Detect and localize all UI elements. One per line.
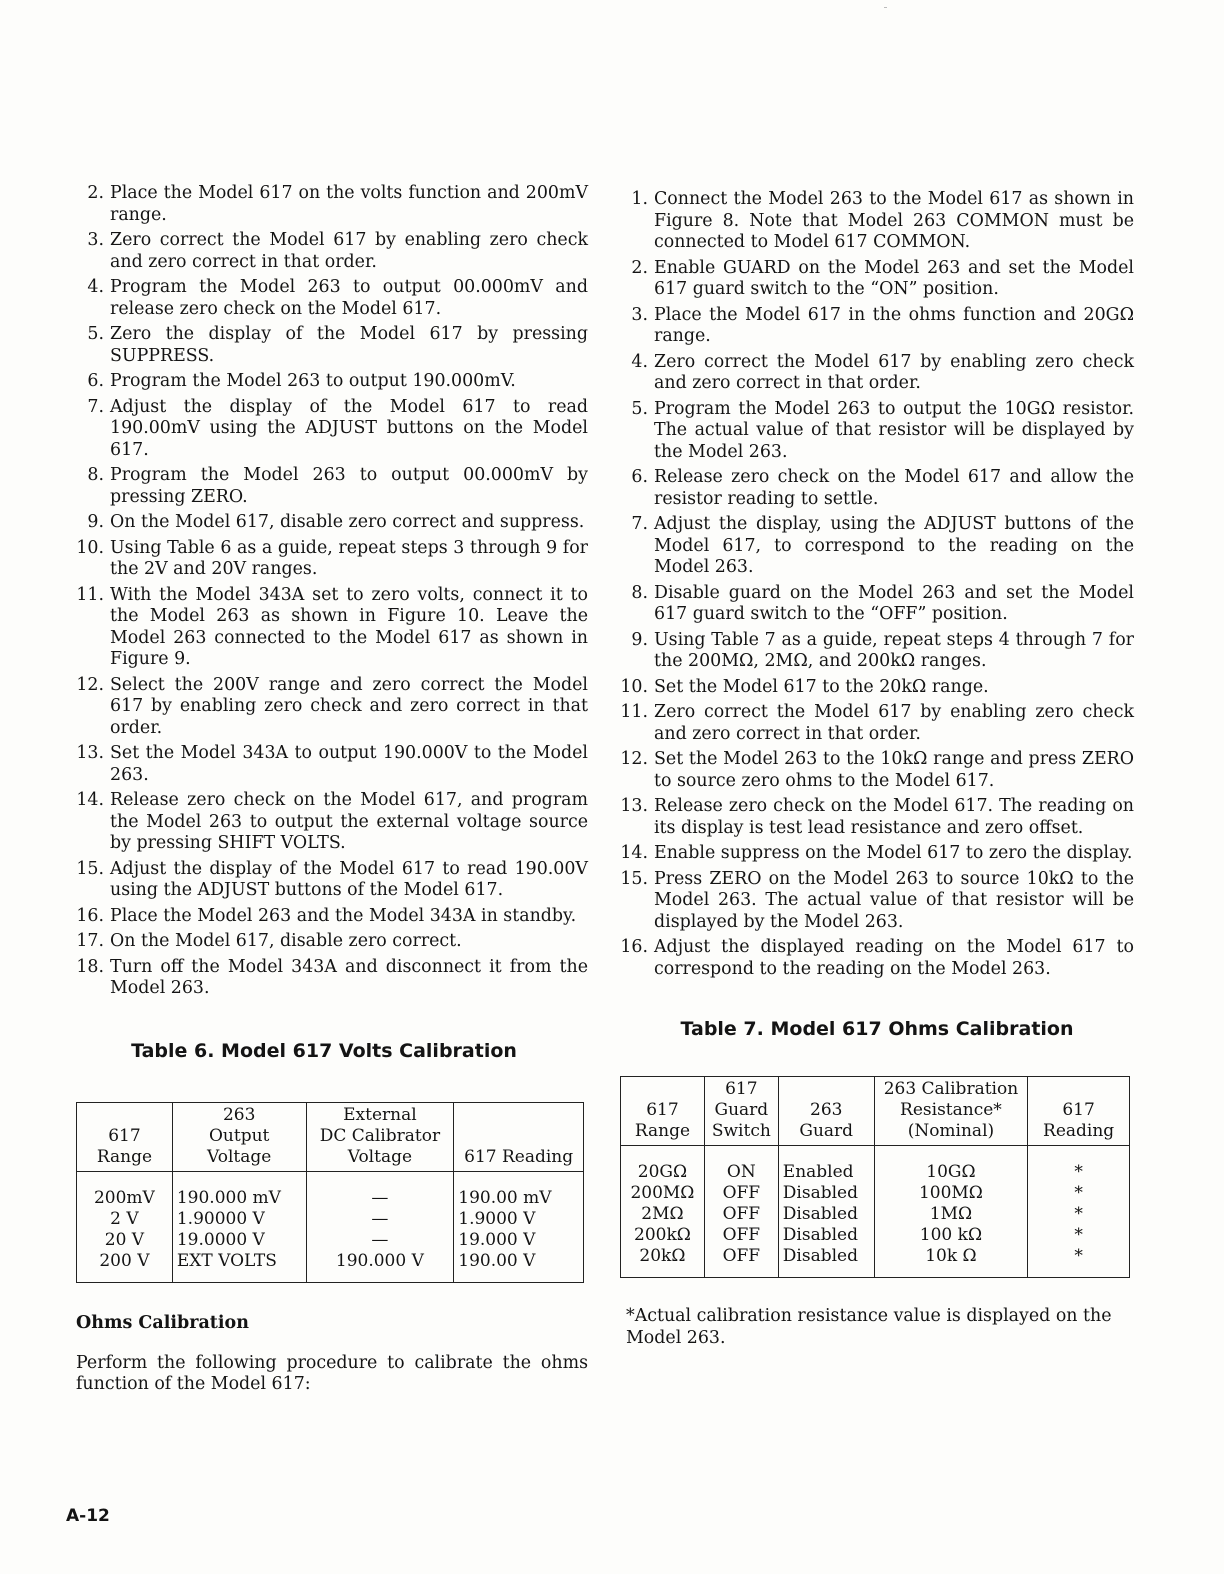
reading-cell: * bbox=[1028, 1204, 1130, 1225]
reading-cell: * bbox=[1028, 1225, 1130, 1246]
step-number: 13. bbox=[76, 743, 104, 763]
table-row bbox=[621, 1204, 1130, 1225]
step-text: Set the Model 617 to the 20kΩ range. bbox=[654, 676, 989, 697]
list-item bbox=[76, 931, 588, 953]
step-text: Zero correct the Model 617 by enabling zero check and zero correct in that order. bbox=[654, 351, 1134, 393]
step-number: 10. bbox=[76, 537, 104, 558]
list-item bbox=[76, 512, 588, 534]
reading-cell: * bbox=[1028, 1183, 1130, 1204]
header-263-output-voltage: 263 Output Voltage bbox=[172, 1102, 306, 1171]
table-header-row bbox=[621, 1077, 1130, 1146]
step-number: 9. bbox=[631, 629, 648, 650]
list-item bbox=[620, 189, 1134, 254]
step-text: Enable suppress on the Model 617 to zero the display. bbox=[654, 843, 1133, 863]
page-number: A-12 bbox=[66, 1506, 110, 1526]
list-item bbox=[76, 859, 588, 902]
guard-cell: Disabled bbox=[778, 1204, 874, 1225]
list-item bbox=[620, 869, 1134, 934]
step-text: On the Model 617, disable zero correct and suppress. bbox=[110, 512, 585, 532]
output-cell: 190.000 mV bbox=[172, 1171, 306, 1209]
list-item bbox=[620, 937, 1134, 980]
guard-switch-cell: OFF bbox=[704, 1204, 778, 1225]
table7-footnote: *Actual calibration resistance value is displayed on the Model 263. bbox=[626, 1306, 1112, 1348]
table-row bbox=[621, 1146, 1130, 1184]
list-item bbox=[76, 790, 588, 855]
step-number: 9. bbox=[87, 512, 104, 532]
volts-calibration-table bbox=[76, 1102, 584, 1283]
step-number: 16. bbox=[620, 937, 648, 957]
step-text: Connect the Model 263 to the Model 617 as shown in Figure 8. Note that Model 263 COMMON must be connected to Model 617 COMMON. bbox=[654, 189, 1134, 252]
table-row bbox=[621, 1246, 1130, 1278]
header-external-calibrator: External DC Calibrator Voltage bbox=[306, 1102, 454, 1171]
step-text: Adjust the display of the Model 617 to read 190.00mV using the ADJUST buttons on the Model 617. bbox=[110, 396, 588, 460]
step-number: 8. bbox=[87, 465, 104, 485]
range-cell: 20kΩ bbox=[621, 1246, 705, 1278]
step-text: Program the Model 263 to output 00.000mV and release zero check on the Model 617. bbox=[110, 277, 588, 319]
step-text: Release zero check on the Model 617 and allow the resistor reading to settle. bbox=[654, 467, 1134, 509]
guard-cell: Disabled bbox=[778, 1183, 874, 1204]
range-cell: 2 V bbox=[77, 1209, 173, 1230]
step-text: Select the 200V range and zero correct the Model 617 by enabling zero check and zero correct in that order. bbox=[110, 674, 588, 738]
list-item bbox=[620, 305, 1134, 348]
output-cell: EXT VOLTS bbox=[172, 1251, 306, 1283]
table-row bbox=[77, 1230, 584, 1251]
step-text: On the Model 617, disable zero correct. bbox=[110, 931, 462, 951]
step-text: Program the Model 263 to output the 10GΩ resistor. The actual value of that resistor will be displayed by the Model 263. bbox=[654, 398, 1134, 462]
guard-switch-cell: OFF bbox=[704, 1183, 778, 1204]
header-617-reading: 617 Reading bbox=[1028, 1077, 1130, 1146]
guard-switch-cell: ON bbox=[704, 1146, 778, 1184]
step-text: Turn off the Model 343A and disconnect it from the Model 263. bbox=[110, 956, 588, 998]
list-item bbox=[620, 843, 1134, 865]
list-item bbox=[76, 675, 588, 740]
external-cell: — bbox=[306, 1171, 454, 1209]
step-number: 1. bbox=[631, 189, 648, 209]
resistance-cell: 10GΩ bbox=[874, 1146, 1028, 1184]
table7-title: Table 7. Model 617 Ohms Calibration bbox=[680, 1018, 1074, 1040]
step-number: 2. bbox=[631, 257, 648, 278]
header-617-range: 617 Range bbox=[621, 1077, 705, 1146]
step-number: 15. bbox=[620, 868, 648, 889]
step-text: Adjust the displayed reading on the Model 617 to correspond to the reading on the Model 263. bbox=[654, 937, 1134, 979]
step-text: Press ZERO on the Model 263 to source 10kΩ to the Model 263. The actual value of that resistor will be displayed by the Model 263. bbox=[654, 868, 1134, 932]
ohms-calibration-table bbox=[620, 1076, 1130, 1278]
reading-cell: * bbox=[1028, 1146, 1130, 1184]
list-item bbox=[76, 743, 588, 786]
list-item bbox=[620, 630, 1134, 673]
step-number: 6. bbox=[631, 467, 648, 487]
header-617-guard-switch: 617 Guard Switch bbox=[704, 1077, 778, 1146]
list-item bbox=[76, 277, 588, 320]
list-item bbox=[620, 352, 1134, 395]
step-number: 7. bbox=[631, 514, 648, 534]
external-cell: 190.000 V bbox=[306, 1251, 454, 1283]
step-text: Disable guard on the Model 263 and set the Model 617 guard switch to the “OFF” position. bbox=[654, 582, 1134, 624]
step-text: Program the Model 263 to output 190.000mV. bbox=[110, 371, 516, 391]
step-text: Adjust the display, using the ADJUST buttons of the Model 617, to correspond to the reading on the Model 263. bbox=[654, 514, 1134, 577]
volts-steps-list bbox=[76, 183, 588, 1000]
output-cell: 1.90000 V bbox=[172, 1209, 306, 1230]
external-cell: — bbox=[306, 1209, 454, 1230]
header-617-range: 617 Range bbox=[77, 1102, 173, 1171]
output-cell: 19.0000 V bbox=[172, 1230, 306, 1251]
list-item bbox=[76, 397, 588, 462]
list-item bbox=[76, 957, 588, 1000]
list-item bbox=[76, 465, 588, 508]
step-text: Adjust the display of the Model 617 to read 190.00V using the ADJUST buttons of the Model 617. bbox=[110, 858, 588, 900]
range-cell: 20GΩ bbox=[621, 1146, 705, 1184]
list-item bbox=[620, 677, 1134, 699]
resistance-cell: 100MΩ bbox=[874, 1183, 1028, 1204]
step-number: 14. bbox=[76, 790, 104, 810]
step-number: 3. bbox=[87, 230, 104, 250]
guard-switch-cell: OFF bbox=[704, 1246, 778, 1278]
step-number: 17. bbox=[76, 931, 104, 951]
reading-cell: * bbox=[1028, 1246, 1130, 1278]
table-row bbox=[77, 1209, 584, 1230]
header-263-calibration-resistance: 263 Calibration Resistance* (Nominal) bbox=[874, 1077, 1028, 1146]
scan-mark bbox=[884, 7, 887, 8]
list-item bbox=[620, 702, 1134, 745]
reading-cell: 19.000 V bbox=[454, 1230, 584, 1251]
resistance-cell: 10k Ω bbox=[874, 1246, 1028, 1278]
resistance-cell: 100 kΩ bbox=[874, 1225, 1028, 1246]
step-text: Using Table 7 as a guide, repeat steps 4 through 7 for the 200MΩ, 2MΩ, and 200kΩ ranges. bbox=[654, 629, 1134, 671]
range-cell: 20 V bbox=[77, 1230, 173, 1251]
guard-cell: Enabled bbox=[778, 1146, 874, 1184]
step-text: Release zero check on the Model 617. The reading on its display is test lead resistance and zero offset. bbox=[654, 796, 1134, 838]
table-row bbox=[77, 1251, 584, 1283]
external-cell: — bbox=[306, 1230, 454, 1251]
step-text: Enable GUARD on the Model 263 and set the Model 617 guard switch to the “ON” position. bbox=[654, 257, 1134, 299]
reading-cell: 190.00 V bbox=[454, 1251, 584, 1283]
step-number: 13. bbox=[620, 796, 648, 816]
list-item bbox=[76, 906, 588, 928]
list-item bbox=[620, 467, 1134, 510]
step-number: 11. bbox=[76, 584, 104, 605]
step-number: 8. bbox=[631, 582, 648, 603]
step-text: Place the Model 263 and the Model 343A in standby. bbox=[110, 905, 577, 926]
left-column bbox=[76, 183, 588, 1396]
step-number: 12. bbox=[620, 749, 648, 769]
step-number: 7. bbox=[87, 396, 104, 417]
step-number: 3. bbox=[631, 304, 648, 325]
ohms-steps-list bbox=[620, 189, 1134, 980]
list-item bbox=[76, 183, 588, 226]
step-number: 6. bbox=[87, 371, 104, 391]
ohms-calibration-heading: Ohms Calibration bbox=[76, 1312, 249, 1333]
step-number: 4. bbox=[631, 351, 648, 372]
step-text: Place the Model 617 on the volts function and 200mV range. bbox=[110, 183, 588, 225]
step-number: 16. bbox=[76, 905, 104, 926]
step-text: Set the Model 343A to output 190.000V to the Model 263. bbox=[110, 743, 588, 785]
step-number: 15. bbox=[76, 858, 104, 879]
step-text: Zero the display of the Model 617 by pressing SUPPRESS. bbox=[110, 324, 588, 366]
step-text: Zero correct the Model 617 by enabling zero check and zero correct in that order. bbox=[654, 702, 1134, 744]
ohms-intro-paragraph: Perform the following procedure to calibrate the ohms function of the Model 617: bbox=[76, 1352, 588, 1394]
step-number: 10. bbox=[620, 676, 648, 697]
list-item bbox=[620, 514, 1134, 579]
step-number: 2. bbox=[87, 183, 104, 203]
step-number: 18. bbox=[76, 956, 104, 977]
list-item bbox=[76, 371, 588, 393]
step-text: Place the Model 617 in the ohms function and 20GΩ range. bbox=[654, 304, 1134, 346]
range-cell: 200mV bbox=[77, 1171, 173, 1209]
list-item bbox=[620, 749, 1134, 792]
reading-cell: 1.9000 V bbox=[454, 1209, 584, 1230]
step-number: 12. bbox=[76, 674, 104, 695]
range-cell: 200 V bbox=[77, 1251, 173, 1283]
step-text: Zero correct the Model 617 by enabling zero check and zero correct in that order. bbox=[110, 230, 588, 272]
range-cell: 200kΩ bbox=[621, 1225, 705, 1246]
list-item bbox=[620, 258, 1134, 301]
list-item bbox=[76, 585, 588, 671]
list-item bbox=[620, 399, 1134, 464]
list-item bbox=[76, 324, 588, 367]
resistance-cell: 1MΩ bbox=[874, 1204, 1028, 1225]
step-text: Release zero check on the Model 617, and program the Model 263 to output the external voltage source by pressing SHIFT VOLTS. bbox=[110, 790, 588, 853]
step-number: 14. bbox=[620, 843, 648, 863]
table-row bbox=[621, 1225, 1130, 1246]
step-number: 5. bbox=[87, 324, 104, 344]
list-item bbox=[620, 583, 1134, 626]
step-text: Using Table 6 as a guide, repeat steps 3 through 9 for the 2V and 20V ranges. bbox=[110, 537, 588, 579]
table-header-row bbox=[77, 1102, 584, 1171]
range-cell: 200MΩ bbox=[621, 1183, 705, 1204]
header-263-guard: 263 Guard bbox=[778, 1077, 874, 1146]
guard-switch-cell: OFF bbox=[704, 1225, 778, 1246]
step-number: 11. bbox=[620, 702, 648, 722]
list-item bbox=[76, 538, 588, 581]
list-item bbox=[620, 796, 1134, 839]
table6-title: Table 6. Model 617 Volts Calibration bbox=[131, 1039, 517, 1062]
right-column bbox=[620, 189, 1134, 1349]
guard-cell: Disabled bbox=[778, 1246, 874, 1278]
reading-cell: 190.00 mV bbox=[454, 1171, 584, 1209]
table-row bbox=[621, 1183, 1130, 1204]
step-number: 5. bbox=[631, 398, 648, 419]
step-text: With the Model 343A set to zero volts, connect it to the Model 263 as shown in Figure 10. Leave the Model 263 connected to the Model 617 as shown in Figure 9. bbox=[110, 584, 588, 669]
guard-cell: Disabled bbox=[778, 1225, 874, 1246]
table-row bbox=[77, 1171, 584, 1209]
step-number: 4. bbox=[87, 277, 104, 297]
step-text: Set the Model 263 to the 10kΩ range and press ZERO to source zero ohms to the Model 617. bbox=[654, 749, 1134, 791]
range-cell: 2MΩ bbox=[621, 1204, 705, 1225]
step-text: Program the Model 263 to output 00.000mV by pressing ZERO. bbox=[110, 465, 588, 507]
list-item bbox=[76, 230, 588, 273]
header-617-reading: 617 Reading bbox=[454, 1102, 584, 1171]
